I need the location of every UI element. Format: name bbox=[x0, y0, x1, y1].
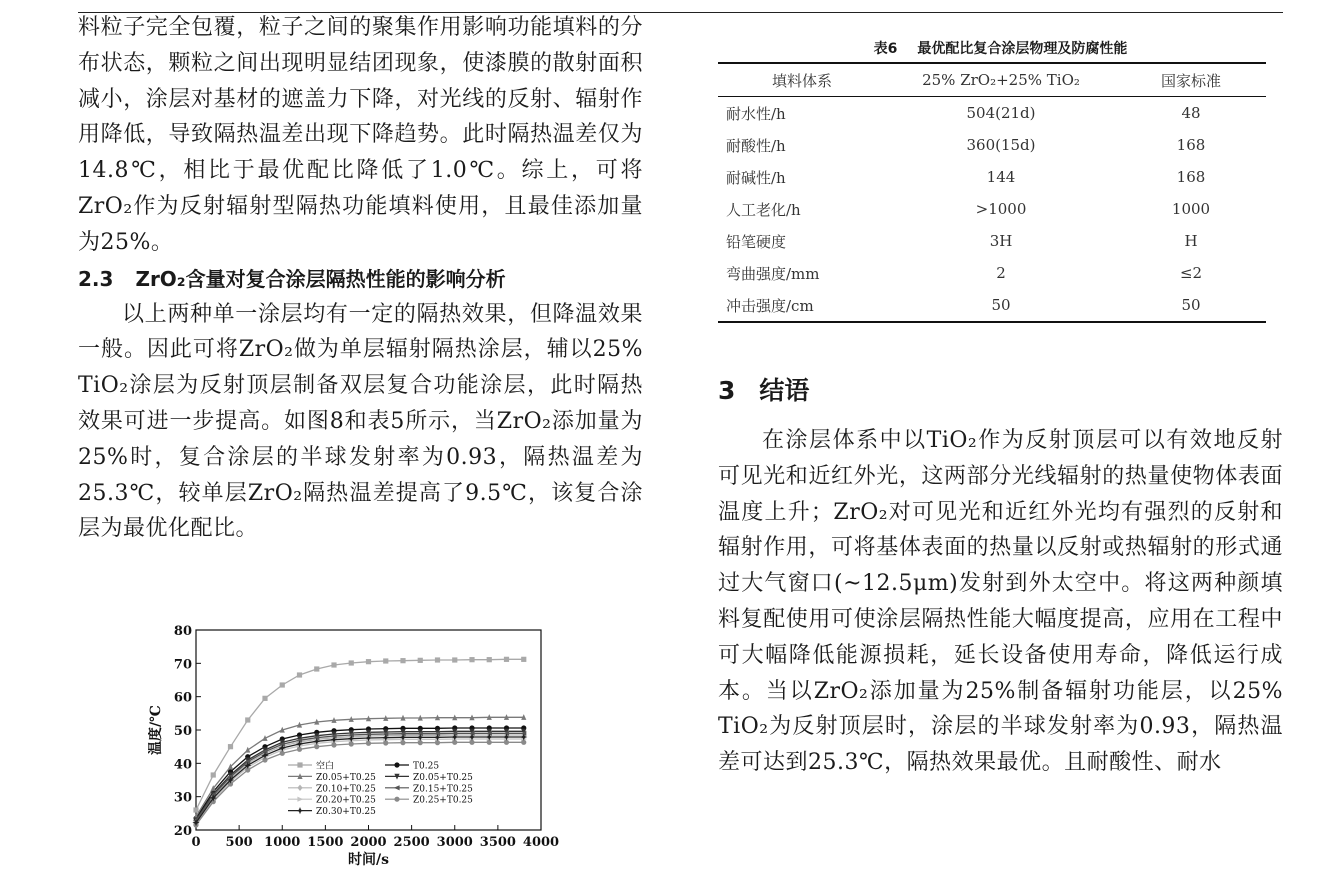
x-tick-label: 500 bbox=[225, 835, 253, 850]
table-cell: 168 bbox=[1176, 168, 1206, 186]
y-tick-label: 60 bbox=[173, 690, 192, 706]
legend-marker bbox=[394, 797, 399, 802]
table-cell: 1000 bbox=[1171, 200, 1211, 218]
table-cell: 耐碱性/h bbox=[726, 168, 786, 187]
table-cell: 冲击强度/cm bbox=[718, 289, 886, 322]
y-tick-label: 40 bbox=[173, 757, 192, 773]
legend-label: Z0.25+T0.25 bbox=[413, 795, 473, 806]
data-point bbox=[193, 807, 198, 812]
legend-label: Z0.15+T0.25 bbox=[413, 784, 473, 795]
data-point bbox=[314, 666, 319, 671]
section-number: 3 bbox=[718, 376, 736, 405]
legend-marker bbox=[394, 785, 400, 790]
table-cell: 360(15d) bbox=[966, 136, 1036, 154]
data-point bbox=[487, 657, 492, 662]
table-cell: 人工老化/h bbox=[726, 200, 801, 219]
data-point bbox=[366, 659, 371, 664]
table-row bbox=[718, 257, 1266, 289]
table-cell: 耐水性/h bbox=[726, 104, 786, 123]
left-column bbox=[78, 10, 643, 547]
data-point bbox=[280, 682, 285, 687]
table-row bbox=[718, 161, 1266, 193]
legend-marker bbox=[297, 785, 302, 791]
y-tick-label: 50 bbox=[173, 724, 192, 739]
table-cell: 弯曲强度/mm bbox=[726, 264, 820, 283]
right-column bbox=[718, 36, 1283, 781]
data-point bbox=[297, 672, 302, 677]
legend-label: Z0.10+T0.25 bbox=[316, 784, 376, 795]
table-row bbox=[718, 129, 1266, 161]
x-tick-label: 2500 bbox=[393, 835, 430, 850]
legend-label: 空白 bbox=[316, 761, 335, 772]
table-cell: H bbox=[1184, 232, 1198, 250]
data-point bbox=[349, 660, 354, 665]
legend-label: Z0.20+T0.25 bbox=[316, 795, 376, 806]
table-header: 国家标准 bbox=[1116, 63, 1266, 97]
table-cell: 144 bbox=[986, 168, 1016, 186]
table-cell: 2 bbox=[996, 264, 1006, 282]
table-cell: 耐酸性/h bbox=[726, 136, 786, 155]
y-tick-label: 80 bbox=[173, 624, 192, 639]
table-cell: 168 bbox=[1176, 136, 1206, 154]
section-title: 结语 bbox=[759, 376, 810, 405]
x-tick-label: 1500 bbox=[307, 835, 344, 850]
data-point bbox=[331, 662, 336, 667]
legend-marker bbox=[296, 807, 303, 814]
legend-marker bbox=[297, 762, 302, 767]
table-cell: 50 bbox=[1116, 289, 1266, 322]
x-tick-label: 3500 bbox=[479, 835, 516, 850]
section-number: 2.3 bbox=[78, 266, 114, 291]
data-point bbox=[245, 717, 250, 722]
table-row bbox=[718, 289, 1266, 322]
section-title: ZrO₂含量对复合涂层隔热性能的影响分析 bbox=[135, 266, 506, 291]
data-point bbox=[245, 747, 250, 753]
left-paragraph-2: 以上两种单一涂层均有一定的隔热效果，但降温效果一般。因此可将ZrO₂做为单层辐射隔热涂层，辅以25% TiO₂涂层为反射顶层制备双层复合功能涂层，此时隔热效果可进一步提高。如图8和表5所示，当ZrO₂添加量为25%时，复合涂层的半球发射率为0.93，隔热温差为25.3℃，较单层ZrO₂隔热温差提高了9.5℃，该复合涂层为最优化配比。 bbox=[78, 301, 643, 542]
figure-8 bbox=[148, 622, 568, 884]
x-axis-label: 时间/s bbox=[348, 852, 389, 868]
table-title: 最优配比复合涂层物理及防腐性能 bbox=[917, 41, 1128, 57]
x-tick-label: 4000 bbox=[522, 835, 560, 850]
table-header-row bbox=[718, 63, 1266, 97]
table-cell: ≤2 bbox=[1179, 264, 1203, 282]
table-row bbox=[718, 193, 1266, 225]
legend-label: Z0.05+T0.25 bbox=[413, 772, 473, 783]
section-3-heading bbox=[718, 371, 1283, 411]
legend-marker bbox=[394, 762, 399, 767]
table-cell: 504(21d) bbox=[966, 104, 1036, 122]
data-point bbox=[262, 696, 267, 701]
y-axis-label: 温度/℃ bbox=[148, 705, 164, 755]
data-point bbox=[469, 657, 474, 662]
x-tick-label: 2000 bbox=[350, 835, 387, 850]
data-point bbox=[400, 658, 405, 663]
data-point bbox=[211, 772, 216, 777]
y-tick-label: 30 bbox=[173, 790, 192, 806]
data-point bbox=[452, 657, 457, 662]
table-row bbox=[718, 97, 1266, 130]
table-header: 填料体系 bbox=[718, 63, 886, 97]
legend-label: Z0.05+T0.25 bbox=[316, 772, 376, 783]
legend-label: Z0.30+T0.25 bbox=[316, 807, 376, 818]
data-point bbox=[418, 658, 423, 663]
left-paragraph-1: 料粒子完全包覆，粒子之间的聚集作用影响功能填料的分布状态，颗粒之间出现明显结团现象，使漆膜的散射面积减小，涂层对基材的遮盖力下降，对光线的反射、辐射作用降低，导致隔热温差出现下降趋势。此时隔热温差仅为14.8℃，相比于最优配比降低了1.0℃。综上，可将ZrO₂作为反射辐射型隔热功能填料使用，且最佳添加量为25%。 bbox=[78, 15, 643, 255]
data-point bbox=[504, 657, 509, 662]
x-tick-label: 3000 bbox=[436, 835, 473, 850]
table-cell: 铅笔硬度 bbox=[726, 232, 787, 251]
x-tick-label: 1000 bbox=[264, 835, 301, 850]
table-6-caption bbox=[718, 36, 1283, 62]
legend-label: T0.25 bbox=[413, 761, 440, 772]
data-point bbox=[228, 744, 233, 749]
table-cell: >1000 bbox=[975, 200, 1027, 218]
table-cell: 50 bbox=[886, 289, 1116, 322]
y-tick-label: 70 bbox=[173, 657, 192, 673]
conclusion-paragraph: 在涂层体系中以TiO₂作为反射顶层可以有效地反射可见光和近红外光，这两部分光线辐射的热量使物体表面温度上升；ZrO₂对可见光和近红外光均有强烈的反射和辐射作用，可将基体表面的热量以反射或热辐射的形式通过大气窗口(~12.5μm)发射到外太空中。将这两种颜填料复配使用可使涂层隔热性能大幅度提高，应用在工程中可大幅降低能源损耗，延长设备使用寿命，降低运行成本。当以ZrO₂添加量为25%制备辐射功能层，以25% TiO₂为反射顶层时，涂层的半球发射率为0.93，隔热温差可达到25.3℃，隔热效果最优。且耐酸性、耐水 bbox=[718, 428, 1283, 776]
table-cell: 48 bbox=[1181, 104, 1201, 122]
legend-marker bbox=[297, 797, 303, 802]
table-6 bbox=[718, 62, 1266, 323]
table-header: 25% ZrO₂+25% TiO₂ bbox=[886, 63, 1116, 97]
data-point bbox=[383, 658, 388, 663]
data-point bbox=[435, 657, 440, 662]
y-tick-label: 20 bbox=[173, 824, 192, 839]
section-2-3-heading bbox=[78, 261, 643, 297]
x-tick-label: 0 bbox=[191, 835, 201, 850]
table-cell: 3H bbox=[989, 232, 1013, 250]
table-row bbox=[718, 225, 1266, 257]
temperature-time-chart bbox=[148, 622, 568, 880]
table-number: 表6 bbox=[873, 41, 898, 57]
data-point bbox=[521, 657, 526, 662]
